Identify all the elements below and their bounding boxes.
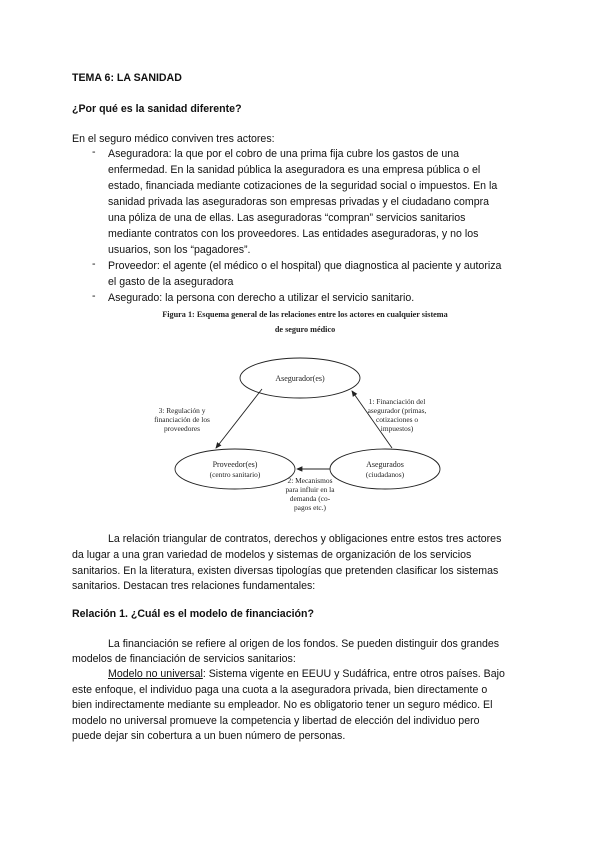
- relation-3-label: financiación de los: [154, 415, 210, 424]
- paragraph-line: La relación triangular de contratos, derechos y obligaciones entre estos tres actores: [108, 533, 502, 545]
- proveedor-node-label: Proveedor(es): [212, 460, 258, 469]
- paragraph-line: modelos de financiación de servicios sanitarios:: [72, 653, 296, 665]
- asegurador-node-label: Asegurador(es): [275, 374, 325, 383]
- model-definition-line: [108, 666, 505, 682]
- relation-1-label: 1: Financiación del: [368, 397, 426, 406]
- relation-3-label: proveedores: [163, 424, 201, 433]
- bullet-proveedor-line: Proveedor: el agente (el médico o el hospital) que diagnostica al paciente y autoriza: [108, 260, 502, 272]
- bullet-proveedor-line: el gasto de la aseguradora: [108, 276, 234, 288]
- paragraph-line: bien indirectamente mediante su empleador. No es obligatorio tener un seguro médico. El: [72, 699, 493, 711]
- bullet-aseguradora-line: estado, financiada mediante cotizaciones de la seguridad social o impuestos. En la: [108, 180, 498, 192]
- relation-2-label: para influir en la: [285, 485, 335, 494]
- proveedor-node-sublabel: (centro sanitario): [209, 470, 261, 479]
- section-heading-2: Relación 1. ¿Cuál es el modelo de financiación?: [72, 608, 314, 620]
- model-line-rest: : Sistema vigente en EEUU y Sudáfrica, entre otros países. Bajo: [202, 668, 505, 680]
- paragraph-line: este enfoque, el individuo paga una cuota a la aseguradora privada, bien directamente o: [72, 684, 488, 696]
- paragraph-line: modelo no universal promueve la competencia y libertad de elección del individuo pero: [72, 715, 480, 727]
- bullet-aseguradora-line: mediante contratos con los proveedores. Las entidades aseguradoras, y no los: [108, 228, 479, 240]
- model-term: Modelo no universal: [108, 668, 203, 680]
- arrow-asegurador-to-proveedor: [216, 389, 262, 448]
- bullet-asegurado-line: Asegurado: la persona con derecho a utilizar el servicio sanitario.: [108, 292, 415, 304]
- bullet-dash: -: [92, 146, 96, 158]
- bullet-aseguradora-line: sanidad privada las aseguradoras son empresas privadas y el ciudadano compra: [108, 196, 490, 208]
- bullet-aseguradora-line: usuarios, son los “pagadores”.: [108, 244, 251, 256]
- relation-2-label: demanda (co-: [289, 494, 331, 503]
- bullet-dash: -: [92, 258, 96, 270]
- paragraph-line: da lugar a una gran variedad de modelos y sistemas de organización de los servicios: [72, 549, 472, 561]
- paragraph-line: sanitarios. Destacan tres relaciones fundamentales:: [72, 580, 316, 592]
- asegurados-node-sublabel: (ciudadanos): [365, 470, 405, 479]
- paragraph-line: La financiación se refiere al origen de los fondos. Se pueden distinguir dos grandes: [108, 638, 500, 650]
- relation-2-label: pagos etc.): [293, 503, 327, 512]
- asegurados-node-label: Asegurados: [366, 460, 404, 469]
- relation-1-label: cotizaciones o: [375, 415, 419, 424]
- paragraph-line: sanitarios. En la literatura, existen diversas tipologías que pretenden clasificar los sistemas: [72, 565, 499, 577]
- bullet-aseguradora-line: enfermedad. En la sanidad pública la aseguradora es una empresa pública o el: [108, 164, 481, 176]
- actors-relationship-diagram: [140, 305, 470, 520]
- figure-caption-line-1: Figura 1: Esquema general de las relaciones entre los actores en cualquier sistema: [162, 310, 448, 319]
- relation-3-label: 3: Regulación y: [158, 406, 206, 415]
- relation-1-label: impuestos): [380, 424, 414, 433]
- asegurados-node: [330, 449, 440, 489]
- relation-2-label: 2: Mecanismos: [287, 476, 333, 485]
- figure-caption-line-2: de seguro médico: [274, 325, 336, 334]
- bullet-aseguradora-line: una póliza de una de ellas. Las aseguradoras “compran” servicios sanitarios: [108, 212, 466, 224]
- document-title: TEMA 6: LA SANIDAD: [72, 72, 182, 84]
- relation-1-label: asegurador (primas,: [367, 406, 427, 415]
- section-heading-1: ¿Por qué es la sanidad diferente?: [72, 103, 242, 115]
- paragraph-line: puede dejar sin cobertura a un buen número de personas.: [72, 730, 346, 742]
- bullet-aseguradora-line: Aseguradora: la que por el cobro de una prima fija cubre los gastos de una: [108, 148, 459, 160]
- proveedor-node: [175, 449, 295, 489]
- bullet-dash: -: [92, 290, 96, 302]
- intro-text: En el seguro médico conviven tres actores:: [72, 133, 275, 145]
